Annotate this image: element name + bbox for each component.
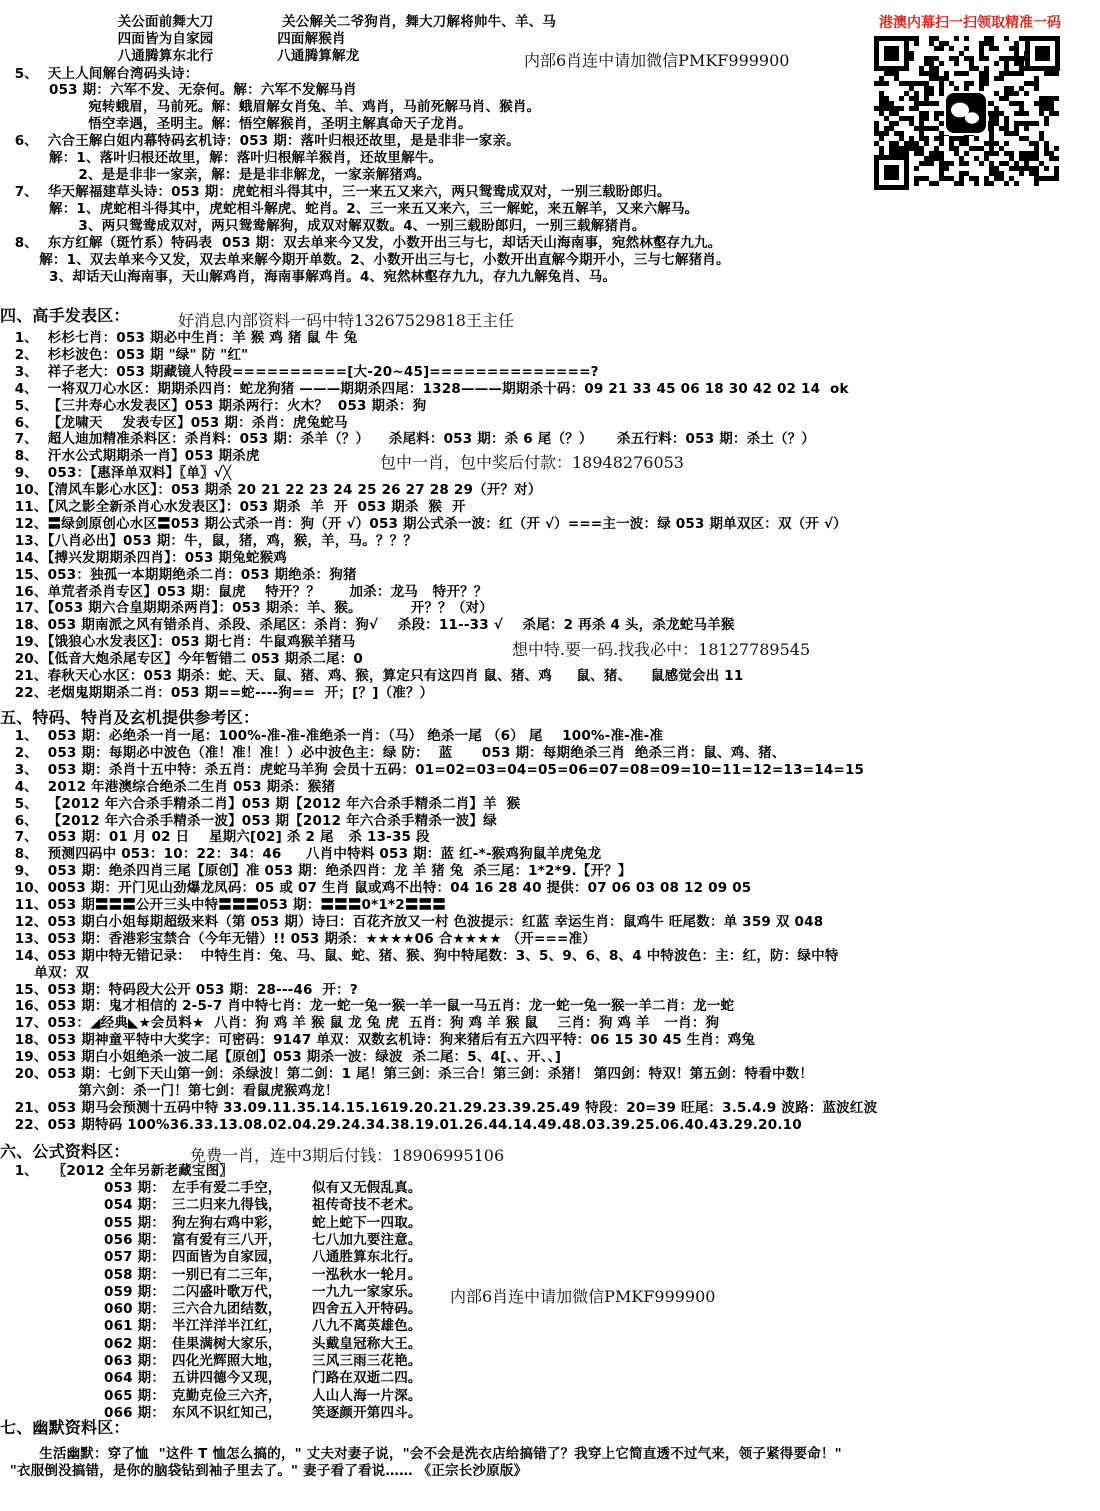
list-item: 12、053 期白小姐每期超级来料（第 053 期）诗曰：百花齐放又一村 色波提示：红蓝 幸运生肖：鼠鸡牛 旺尾数：单 359 双 048 (0, 913, 824, 930)
qr-code-image[interactable] (874, 36, 1060, 190)
list-item: 5、 【三井寿心水发表区】053 期杀两行：火木？ 053 期杀：狗 (0, 397, 427, 414)
table-row-verse-b: 四舍五入开特码。 (312, 1301, 422, 1318)
list-item: 20、053 期：七剑下天山第一剑：杀绿波！第二剑：1 尾！第三剑：杀三合！第三剑：杀猪！ 第四剑：特双！第五剑：特看中数！ (0, 1066, 814, 1082)
table-row-period: 066 期： (104, 1404, 166, 1421)
list-item: 9、 053 期：绝杀四肖三尾【原创】准 053 期：绝杀四肖：龙 羊 猪 兔 杀三尾：1*2*9.【开？】 (0, 863, 632, 880)
list-item: 4、 2012 年港澳综合绝杀二生肖 053 期杀：猴猪 (0, 778, 336, 795)
list-item: 16、单荒者杀肖专区】053 期：鼠虎 特开？？ 加杀：龙马 特开？？ (0, 583, 488, 600)
text-line: 解：1、落叶归根还故里，解：落叶归根解羊猴肖，还故里解牛。 (0, 150, 443, 166)
table-row-period: 060 期： (104, 1301, 166, 1318)
text-line: 5、 天上人间解台湾码头诗： (0, 66, 199, 82)
table-row-verse-a: 五讲四德今又现， (172, 1370, 282, 1387)
list-item: 14、053 期中特无错记录： 中特生肖：兔、马、鼠、蛇、猪、猴、狗中特尾数：3、5、9、6、8、4 中特波色：主：红，防：绿中特 (0, 947, 839, 964)
table-row-verse-b: 人山人海一片深。 (312, 1387, 422, 1404)
section-four-heading: 四、高手发表区： (0, 306, 130, 325)
text-line: 8、 东方红解（斑竹系）特码表 053 期：双去单来今又发，小数开出三与七，却话天山海南事，宛然林壑存九九。 (0, 235, 722, 251)
list-item: 6、 【2012 年六合杀手精杀一波】053 期【2012 年六合杀手精杀一波】绿 (0, 812, 497, 829)
list-item: 13、053 期：香港彩宝禁合（今年无错）!! 053 期杀：★★★★06 合★★★★ （开===准） (0, 930, 596, 947)
table-row-verse-a: 克勤克俭三六齐， (172, 1387, 282, 1404)
list-item: 21、春秋天心水区：053 期杀：蛇、天、鼠、猪、鸡、猴，算定只有这四肖 鼠、猪、鸡 鼠、猪、 鼠感觉会出 11 (0, 668, 744, 684)
list-item: 7、 超人迪加精准杀料区：杀肖料：053 期：杀羊（？） 杀尾料：053 期：杀 6 尾（？） 杀五行料：053 期：杀土（？） (0, 431, 816, 448)
list-item: 4、 一将双刀心水区：期期杀四肖：蛇龙狗猪 ———期期杀四尾：1328———期期杀十码：09 21 33 45 06 18 30 42 02 14 ok (0, 380, 849, 397)
table-row-period: 058 期： (104, 1266, 166, 1283)
table-row-period: 065 期： (104, 1387, 166, 1404)
text-line: 2、是是非非一家亲，解：是是非非解龙，一家亲解猪鸡。 (0, 167, 431, 183)
table-row-verse-b: 三风三雨三花艳。 (312, 1353, 422, 1369)
list-item: 2、 杉杉波色：053 期 "绿" 防 "红" (0, 346, 249, 363)
list-item: 7、 053 期：01 月 02 日 星期六[02] 杀 2 尾 杀 13-35 段 (0, 829, 430, 846)
list-item: 19、053 期白小姐绝杀一波二尾【原创】053 期杀一波：绿波 杀二尾：5、4[、、开、、] (0, 1049, 562, 1066)
text-line: 6、 六合王解白姐内幕特码玄机诗：053 期：落叶归根还故里，是是非非一家亲。 (0, 133, 520, 149)
table-row-verse-a: 富有爱有三八开， (172, 1231, 282, 1248)
table-row-verse-b: 门路在双逝二四。 (312, 1370, 422, 1387)
table-row-verse-b: 八九不离英雄色。 (312, 1318, 422, 1335)
list-item: 18、053 期神童平特中大奖字：可密码：9147 单双：双数玄机诗：狗来猪后有五六四平特：06 15 30 45 生肖：鸡兔 (0, 1032, 756, 1049)
wechat-ad-top: 内部6肖连中请加微信PMKF999900 (524, 51, 790, 70)
table-row-verse-a: 狗左狗右鸡中彩， (172, 1214, 282, 1231)
section-five-heading: 五、特码、特肖及玄机提供参考区： (0, 708, 260, 727)
table-row-period: 057 期： (104, 1249, 166, 1266)
text-line: 3、却话天山海南事，天山解鸡肖，海南事解鸡肖。4、宛然林壑存九九，存九九解兔肖、马。 (0, 269, 617, 285)
list-item: 15、053 期：特码段大公开 053 期：28---46 开：? (0, 981, 358, 998)
text-line: 四面皆为自家园 四面解猴肖 (0, 31, 346, 47)
list-item: 15、053：独孤一本期期绝杀二肖：053 期绝杀：狗猪 (0, 566, 357, 583)
section-six-heading: 六、公式资料区： (0, 1142, 130, 1161)
table-row-verse-a: 左手有爱二手空， (172, 1180, 282, 1196)
list-item: 9、 053：【惠泽单双料】〖单〗√╳ (0, 465, 232, 482)
text-line: 生活幽默：穿了恤 "这件 T 恤怎么搞的，" 丈夫对妻子说，"会不会是洗衣店给搞错了？我穿上它简直透不过气来，领子紧得要命！" (0, 1446, 842, 1462)
table-row-period: 059 期： (104, 1283, 166, 1300)
list-item: 17、【053 期六合皇期期杀两肖】：053 期杀：羊、猴。 开？？（对） (0, 600, 493, 617)
list-item: 12、〓绿剑原创心水区〓053 期公式杀一肖：狗（开 √）053 期公式杀一波：红（开 √）===主一波：绿 053 期单双区：双（开 √） (0, 515, 847, 532)
list-item: 1、 053 期：必绝杀一肖一尾：100%-准-准-准绝杀一肖：（马） 绝杀一尾 （6） 尾 100%-准-准-准 (0, 728, 664, 744)
table-row-verse-a: 东风不识红知己， (172, 1404, 282, 1421)
table-row-verse-b: 八通胜算东北行。 (312, 1249, 422, 1266)
text-line: 7、 华天解福建草头诗：053 期：虎蛇相斗得其中，三一来五又来六，两只鸳鸯成双对，一别三载盼郎归。 (0, 184, 671, 200)
list-item: 14、【搏兴发期期杀四肖】：053 期兔蛇猴鸡 (0, 549, 287, 566)
list-item: 6、 【龙啸天 发表专区】053 期：杀肖：虎兔蛇马 (0, 414, 348, 431)
wechat-ad-middle: 内部6肖连中请加微信PMKF999900 (450, 1287, 716, 1306)
list-item: 20、【低音大炮杀尾专区】今年暂错二 053 期杀二尾：0 (0, 651, 364, 668)
table-row-period: 061 期： (104, 1318, 166, 1335)
list-item: 1、 杉杉七肖：053 期必中生肖：羊 猴 鸡 猪 鼠 牛 兔 (0, 330, 358, 346)
text-line: 悟空幸遇，圣明主。解：悟空解猴肖，圣明主解真命天子龙肖。 (0, 116, 472, 132)
list-item: 13、【八肖必出】053 期：牛，鼠，猪，鸡，猴，羊，马。？？？ (0, 532, 418, 549)
list-item: 8、 预测四码中 053：10：22：34：46 八肖中特料 053 期：蓝 红-*-猴鸡狗鼠羊虎兔龙 (0, 846, 602, 863)
text-line: 053 期：六军不发、无奈何。解：六军不发解马肖 (0, 82, 357, 98)
list-item: 8、 汗水公式期期杀一肖】053 期杀虎 (0, 448, 260, 465)
table-row-period: 055 期： (104, 1214, 166, 1231)
list-item: 11、053 期〓〓〓公开三头中特〓〓〓053 期：〓〓〓0*1*2〓〓〓 (0, 897, 446, 913)
text-line: 宛转蛾眉，马前死。解：蛾眉解女肖兔、羊、鸡肖，马前死解马肖、猴肖。 (0, 99, 541, 115)
table-row-period: 054 期： (104, 1197, 166, 1214)
list-item: 22、053 期特码 100%36.33.13.08.02.04.29.24.34.38.19.01.26.44.14.49.48.03.39.25.06.40.43.29.20.10 (0, 1116, 802, 1133)
text-line: "衣服倒没搞错，是你的脑袋钻到袖子里去了。" 妻子看了看说…… 《正宗长沙原版》 (0, 1463, 528, 1479)
table-row-verse-b: 七八加九要注意。 (312, 1231, 422, 1248)
text-line: 关公面前舞大刀 关公解关二爷狗肖，舞大刀解将帅牛、羊、马 (0, 14, 557, 30)
section-seven-heading: 七、幽默资料区： (0, 1418, 130, 1437)
list-item: 单双：双 (0, 964, 90, 981)
list-item: 22、老烟鬼期期杀二肖：053 期==蛇----狗== 开；[？]（准？） (0, 684, 434, 701)
list-item: 2、 053 期：每期必中波色（准！准！准！）必中波色主：绿 防： 蓝 053 期：每期绝杀三肖 绝杀三肖：鼠、鸡、猪、 (0, 744, 786, 761)
table-row-verse-a: 三二归来九得钱， (172, 1197, 282, 1214)
table-row-period: 064 期： (104, 1370, 166, 1387)
list-item: 17、053：◢经典◣★会员料★ 八肖：狗 鸡 羊 猴 鼠 龙 兔 虎 五肖：狗 鸡 羊 猴 鼠 三肖：狗 鸡 羊 一肖：狗 (0, 1015, 720, 1032)
text-line: 八通腾算东北行 八通腾算解龙 (0, 48, 360, 64)
xiangzhongte-ad: 想中特.要一码.找我必中：18127789545 (512, 637, 810, 660)
table-row-verse-a: 三六合九团结数， (172, 1301, 282, 1318)
list-item: 3、 祥子老大：053 期藏镜人特段==========[大-20~45]==============? (0, 363, 599, 380)
good-news-ad: 好消息内部资料一码中特13267529818王主任 (178, 311, 514, 330)
list-item: 21、053 期马会预测十五码中特 33.09.11.35.14.15.1619.20.21.29.23.39.25.49 特段：20=39 旺尾：3.5.4.9 波路：蓝波红波 (0, 1099, 878, 1116)
list-item: 5、 【2012 年六合杀手精杀二肖】053 期【2012 年六合杀手精杀二肖】羊 猴 (0, 795, 521, 812)
text-line: 3、两只鸳鸯成双对，两只鸳鸯解狗，成双对解双数。4、一别三载盼郎归，一别三载解猪肖。 (0, 218, 646, 234)
table-row-verse-b: 头戴皇冠称大王。 (312, 1335, 422, 1352)
qr-code-pattern (874, 36, 1060, 190)
table-row-verse-b: 一泓秋水一轮月。 (312, 1266, 422, 1283)
free-one-ad: 免费一肖，连中3期后付钱：18906995106 (190, 1146, 505, 1165)
table-row-verse-a: 四化光辉照大地， (172, 1353, 282, 1369)
list-item: 第六剑：杀一门！第七剑：看鼠虎猴鸡龙！ (0, 1082, 339, 1099)
list-item: 11、【风之影全新杀肖心水发表区】：053 期杀 羊 开 053 期杀 猴 开 (0, 499, 466, 515)
table-row-period: 056 期： (104, 1231, 166, 1248)
list-item: 19、【饿狼心水发表区】：053 期七肖：牛鼠鸡猴羊猪马 (0, 634, 356, 651)
table-row-verse-a: 二闪盛叶歌万代， (172, 1283, 282, 1300)
table-row-verse-b: 似有又无假乱真。 (312, 1180, 422, 1196)
text-line: 解：1、双去单来今又发，双去单来解今期开单数。2、小数开出三与七，小数开出直解今期开小，三与七解猪肖。 (0, 252, 730, 268)
text-line: 解：1、虎蛇相斗得其中，虎蛇相斗解虎、蛇肖。2、三一来五又来六，三一解蛇，来五解羊，又来六解马。 (0, 201, 699, 217)
table-row-verse-b: 笑逐颜开第四斗。 (312, 1404, 422, 1421)
table-row-verse-a: 四面皆为自家园， (172, 1249, 282, 1266)
list-item: 16、053 期：鬼才相信的 2-5-7 肖中特七肖：龙一蛇一兔一猴一羊一鼠一马五肖：龙一蛇一兔一猴一羊二肖：龙一蛇 (0, 998, 735, 1015)
table-row-period: 053 期： (104, 1180, 166, 1196)
list-item: 10、【清风车影心水区】：053 期杀 20 21 22 23 24 25 26 27 28 29（开？对） (0, 482, 542, 499)
qr-caption: 港澳内幕扫一扫领取精准一码 (879, 15, 1061, 31)
table-row-verse-a: 一别已有二三年， (172, 1266, 282, 1283)
table-row-verse-a: 佳果满树大家乐， (172, 1335, 282, 1352)
list-item: 3、 053 期：杀肖十五中特：杀五肖：虎蛇马羊狗 会员十五码：01=02=03=04=05=06=07=08=09=10=11=12=13=14=15 (0, 761, 865, 778)
table-row-verse-b: 祖传奇技不老术。 (312, 1197, 422, 1214)
table-row-verse-a: 半江洋洋半江红， (172, 1318, 282, 1335)
treasure-map-title: 1、 〖2012 全年另新老藏宝图〗 (0, 1163, 233, 1179)
table-row-period: 062 期： (104, 1335, 166, 1352)
list-item: 10、0053 期：开门见山劲爆龙凤码：05 或 07 生肖 鼠或鸡不出特：04 16 28 40 提供：07 06 03 08 12 09 05 (0, 880, 752, 897)
baozhong-ad: 包中一肖，包中奖后付款：18948276053 (380, 453, 684, 472)
table-row-period: 063 期： (104, 1353, 166, 1369)
table-row-verse-b: 蛇上蛇下一四取。 (312, 1214, 422, 1231)
list-item: 18、053 期南派之风有错杀肖、杀段、杀尾区：杀肖：狗√ 杀段：11--33 √ 杀尾：2 再杀 4 头，杀龙蛇马羊猴 (0, 617, 735, 634)
table-row-verse-b: 一九九一家家乐。 (312, 1283, 422, 1300)
